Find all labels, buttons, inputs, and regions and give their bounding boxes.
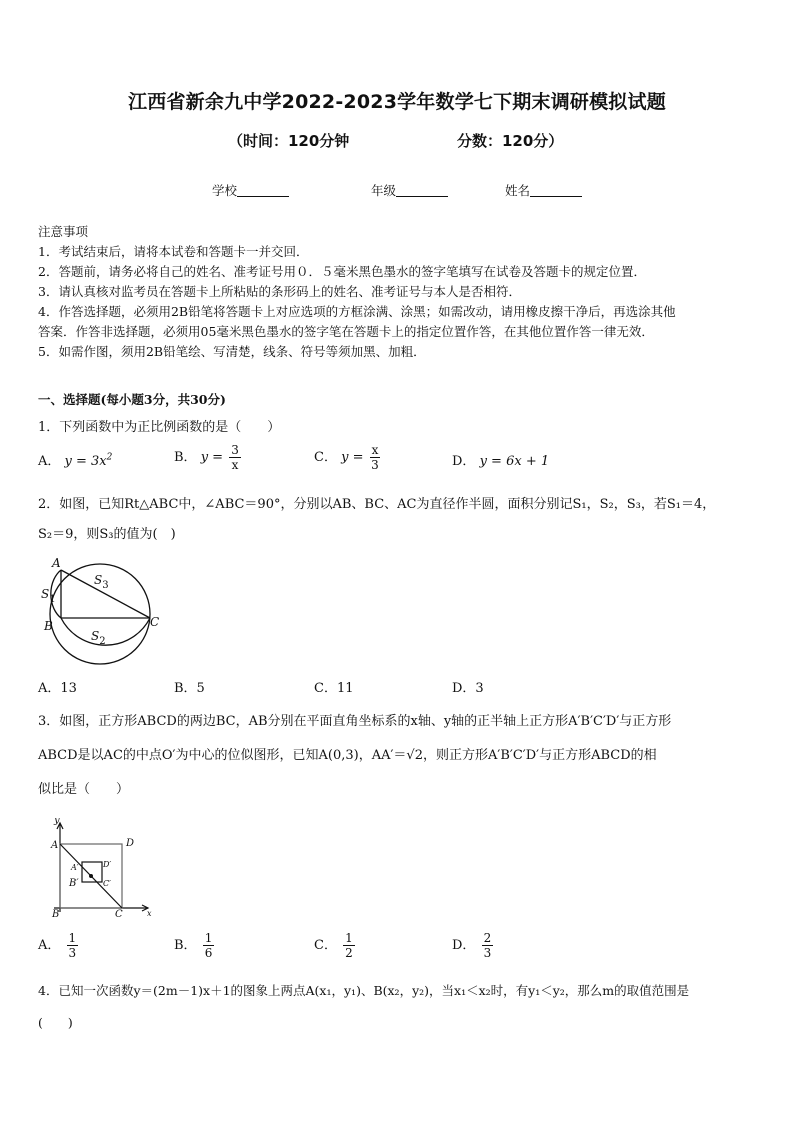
label-s2: $S_2$	[91, 629, 106, 647]
notice-heading: 注意事项	[38, 224, 89, 239]
section-heading: 一、选择题(每小题3分，共30分)	[38, 392, 226, 407]
notice-item: 答案．作答非选择题，必须用05毫米黑色墨水的签字笔在答题卡上的指定位置作答，在其他位置作答一律无效．	[38, 324, 654, 339]
q2-option-b[interactable]: B．5	[174, 681, 205, 696]
exam-time: （时间：120分钟	[228, 132, 350, 150]
label-b: B	[44, 619, 53, 633]
fraction: $\frac{1}{6}$	[204, 931, 213, 960]
q1-stem: 1．下列函数中为正比例函数的是（ ）	[38, 420, 281, 435]
grade-blank	[396, 184, 448, 197]
school-blank	[237, 184, 289, 197]
school-label: 学校	[212, 183, 238, 198]
q2-stem: 2．如图，已知Rt△ABC中，∠ABC＝90°，分别以AB、BC、AC为直径作半圆，面积分别记S₁，S₂，S₃，若S₁＝4， S₂＝9，则S₃的值为( )	[38, 497, 716, 542]
q3-option-b[interactable]: B． $\frac{1}{6}$	[174, 931, 213, 960]
notice-block	[38, 222, 760, 362]
notice-item: 2．答题前，请务必将自己的姓名、准考证号用０．５毫米黑色墨水的签字笔填写在试卷及答题卡的规定位置．	[38, 264, 646, 279]
q3-option-c[interactable]: C． $\frac{1}{2}$	[314, 931, 353, 960]
label-c: C	[150, 615, 160, 629]
name-label: 姓名	[505, 183, 531, 198]
square-a1b1c1d1	[82, 862, 102, 882]
label-s1: $S_1$	[41, 587, 56, 605]
q2-figure	[34, 552, 174, 674]
notice-item: 5．如需作图，须用2B铅笔绘、写清楚，线条、符号等须加黑、加粗．	[38, 344, 426, 359]
fraction: $\frac{2}{3}$	[483, 931, 492, 960]
name-field	[505, 181, 582, 199]
label-d1: D′	[103, 860, 112, 869]
q1-option-a[interactable]: A． $y = 3x^2$	[38, 452, 113, 469]
fraction: $\frac{1}{2}$	[345, 931, 353, 960]
school-field	[212, 181, 289, 199]
q4-stem: 4．已知一次函数y＝(2m－1)x＋1的图象上两点A(x₁，y₁)、B(x₂，y₂)，当x₁＜x₂时，有y₁＜y₂，那么m的取值范围是 ( )	[38, 983, 690, 1030]
label-x: x	[147, 909, 152, 918]
label-a: A	[51, 840, 59, 851]
grade-label: 年级	[371, 183, 397, 198]
notice-item: 1．考试结束后，请将本试卷和答题卡一并交回．	[38, 244, 309, 259]
label-y: y	[54, 818, 60, 826]
q2-option-d[interactable]: D．3	[452, 681, 484, 696]
side-ac	[61, 570, 150, 618]
exam-title: 江西省新余九中学2022-2023学年数学七下期末调研模拟试题	[128, 91, 666, 113]
q2-option-a[interactable]: A．13	[38, 681, 77, 696]
center-point	[89, 874, 93, 878]
notice-item: 4．作答选择题，必须用2B铅笔将答题卡上对应选项的方框涂满、涂黑；如需改动，请用橡皮擦干净后，再选涂其他	[38, 304, 676, 319]
label-b1: B′	[69, 878, 79, 889]
q1-option-b[interactable]: B． y = $\frac{3}{x}$	[174, 443, 239, 472]
label-d: D	[126, 838, 135, 849]
q3-option-d[interactable]: D． $\frac{2}{3}$	[452, 931, 492, 960]
grade-field	[371, 181, 448, 199]
q3-figure	[44, 818, 160, 918]
q2-option-c[interactable]: C．11	[314, 681, 354, 696]
name-blank	[530, 184, 582, 197]
label-a1: A′	[71, 863, 79, 872]
label-c: C	[115, 909, 123, 918]
label-s3: $S_3$	[94, 573, 109, 591]
q3-option-a[interactable]: A． $\frac{1}{3}$	[38, 931, 77, 960]
label-b: B	[52, 909, 60, 918]
fraction: $\frac{3}{x}$	[231, 443, 239, 472]
fraction: $\frac{1}{3}$	[68, 931, 77, 960]
fraction: $\frac{x}{3}$	[371, 443, 379, 472]
label-a: A	[52, 556, 61, 570]
label-c1: C′	[103, 879, 111, 888]
q1-option-c[interactable]: C． y = $\frac{x}{3}$	[314, 443, 379, 472]
q3-stem: 3．如图，正方形ABCD的两边BC，AB分别在平面直角坐标系的x轴、y轴的正半轴上正方形A′B′C′D′与正方形 ABCD是以AC的中点O′为中心的位似图形，已知A(0,3)，AA′＝√2，则正方形A′B′C′D′与正方形ABCD的相 似比是（ ）	[38, 714, 672, 797]
exam-score: 分数：120分）	[457, 132, 564, 150]
q1-option-d[interactable]: D． y = 6x + 1	[452, 454, 550, 469]
notice-item: 3．请认真核对监考员在答题卡上所粘贴的条形码上的姓名、准考证号与本人是否相符．	[38, 284, 521, 299]
